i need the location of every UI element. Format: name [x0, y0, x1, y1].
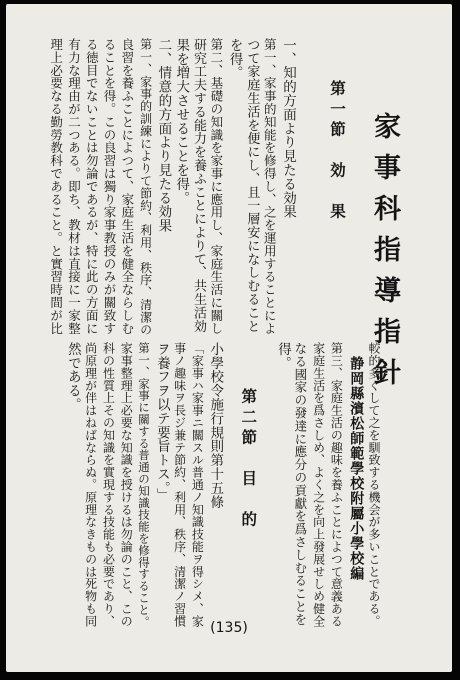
text-line: 第一、家事的知能を修得し、之を運用することによ	[262, 38, 278, 335]
section-heading-1: 第一節 効 果	[328, 80, 347, 224]
text-line: 小學校令施行規則第十五條	[207, 342, 224, 509]
text-line: ヲ養フヲ以テ要旨トス。」	[153, 342, 170, 503]
text-line: 研究工夫する能力を養ふことによりて、共生活効	[191, 38, 207, 333]
book-page	[6, 4, 452, 672]
text-line: 事ノ趣味ヲ長ジ兼テ節約、利用、秩序、清潔ノ習慣	[172, 342, 187, 628]
text-line: ることを得。この良習は獨り家事教授のみが關致す	[102, 38, 118, 335]
text-line: なる國家の發達に應分の貢獻を爲さしむることを	[292, 342, 308, 626]
section-heading-2: 第二節 目 的	[239, 388, 259, 532]
text-line: つて家庭生活を便にし、且一層安になしむること	[244, 38, 260, 333]
text-line: 有力な理由が二つある。即ち、教材は直接に一家整	[66, 38, 82, 335]
text-line: 科の性質上その知識を實現する技能も必要であり、	[101, 342, 116, 628]
text-line: 第一、家事に關する普通の知識技能を修得すること。	[137, 342, 152, 628]
text-line: 第三、家庭生活の趣味を養ふことによつて意義ある	[329, 342, 344, 628]
text-line: 良習を養ふことによつて、家庭生活を健全ならしむ	[119, 38, 135, 335]
upper-text-block	[47, 38, 348, 338]
author-credit: 静岡縣濱松師範學校附屬小學校編	[348, 356, 365, 581]
text-line: 家庭生活を爲さしめ、よく之を向上發展せしめ健全	[311, 342, 326, 628]
text-line: 二、情意的方面より見たる効果	[155, 38, 172, 233]
block-divider	[28, 327, 328, 328]
text-line: 尚原理が伴はねばならぬ。原理なきものは死物も同	[83, 342, 98, 628]
page-title: 家事科指導指針	[369, 112, 400, 399]
text-line: る徳目でないことは勿論であるが、特に此の方面に	[84, 38, 100, 335]
text-line: 較的多くして之を馴致する機会が多いことである。	[367, 342, 381, 628]
text-line: を得。	[226, 38, 243, 80]
lower-text-block	[63, 342, 382, 632]
text-line: 果を増大させることを得。	[173, 38, 190, 205]
text-line: 家事整理上必要な知識を授けるは勿論のこと、この	[119, 342, 134, 628]
text-line: 第一、家事的訓練によりて節約、利用、秩序、清潔の	[138, 38, 153, 336]
text-line: 理上必要なる勤勞教科であること。と實習時間が比	[48, 38, 64, 335]
text-line: 一、知的方面より見たる効果	[280, 38, 296, 219]
text-line: 第二、基礎の知識を家事に應用し、家庭生活に關し	[208, 38, 224, 335]
text-line: 「家事ハ家事ニ關スル普通ノ知識技能ヲ得シメ、家	[190, 342, 205, 628]
page-number: (135)	[210, 620, 248, 636]
text-line: 得。	[275, 342, 292, 370]
text-line: 然である。	[64, 342, 81, 412]
